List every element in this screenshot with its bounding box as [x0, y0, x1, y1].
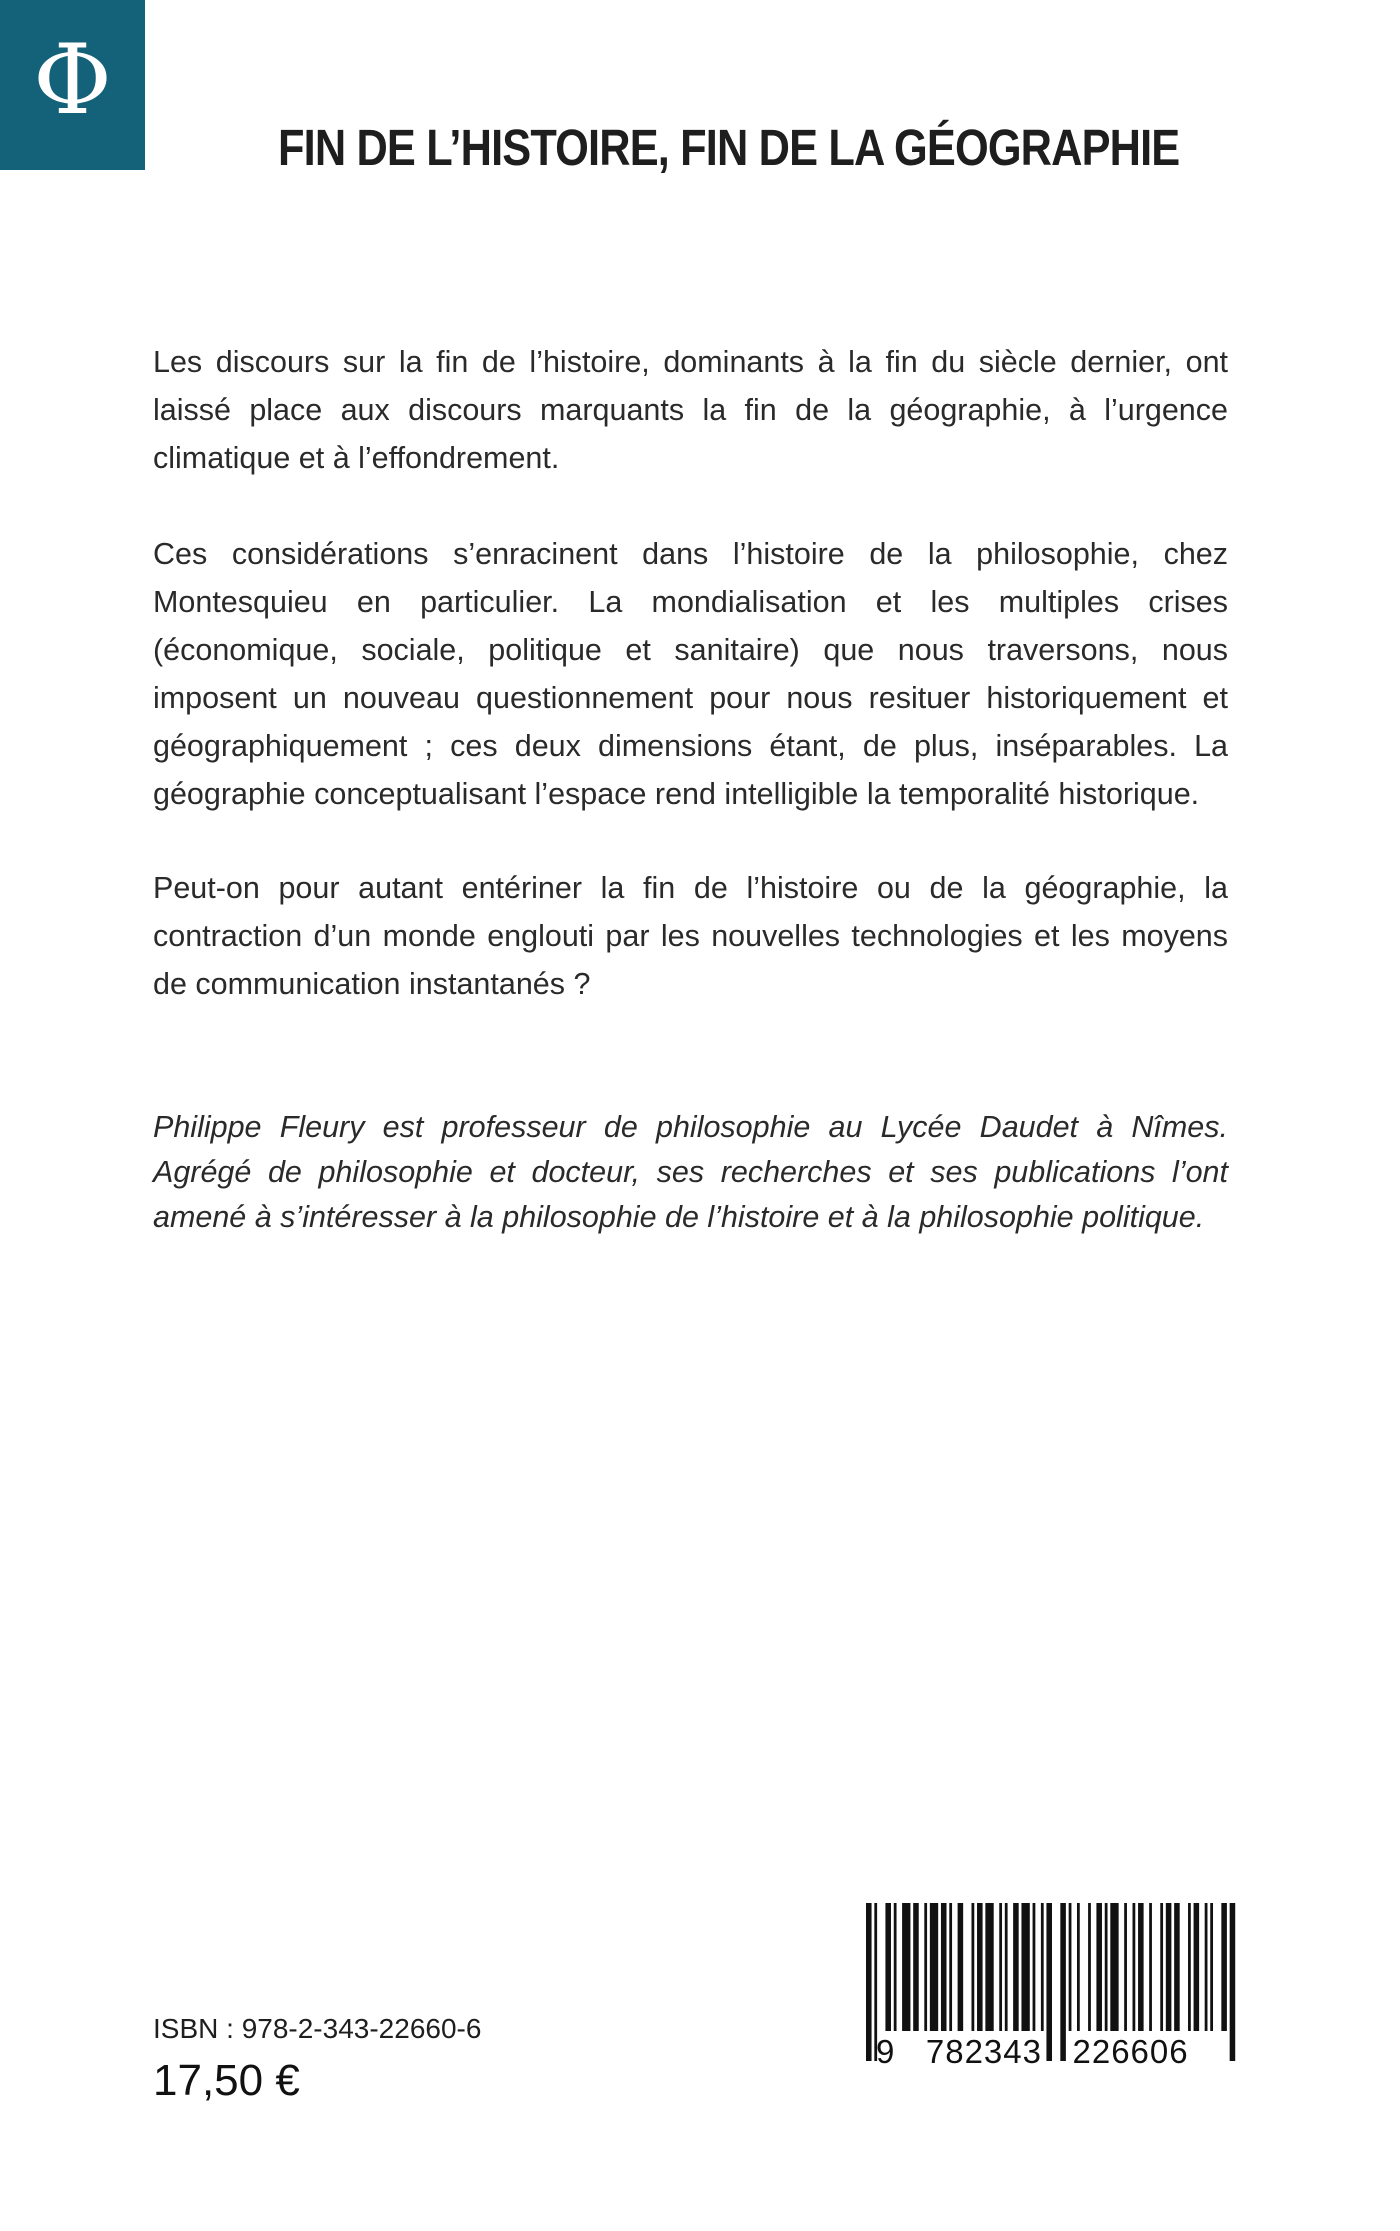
barcode-bar	[930, 1903, 938, 2031]
blurb-paragraph-1: Les discours sur la fin de l’histoire, dominants à la fin du siècle dernier, ont laissé place aux discours marquants la fin de la géographie, à l’urgence climatique et à l’effondrement.	[153, 345, 1228, 475]
barcode-bar	[1077, 1903, 1080, 2031]
barcode-bar	[1013, 1903, 1019, 2031]
barcode-bar	[941, 1903, 947, 2031]
barcode-bar	[1210, 1903, 1213, 2031]
barcode-bar	[977, 1903, 983, 2031]
barcode-bar	[1105, 1903, 1108, 2031]
barcode-bar	[1133, 1903, 1136, 2031]
barcode-bar	[1124, 1903, 1127, 2031]
barcode-bar	[1166, 1903, 1172, 2031]
isbn-number: ISBN : 978-2-343-22660-6	[153, 2013, 482, 2044]
author-name: Philippe Fleury	[153, 1110, 365, 1144]
author-bio-text: est professeur de philosophie au Lycée Daudet à Nîmes. Agrégé de philosophie et docteur, ses recherches et ses publications l’ont amené à s’intéresser à la philosophie de l’histoire et à la philosophie politique.	[153, 1110, 1228, 1234]
blurb-paragraph-2: Ces considérations s’enracinent dans l’histoire de la philosophie, chez Montesquieu en particulier. La mondialisation et les multiples crises (économique, sociale, politique et sanitaire) que nous traversons, nous imposent un nouveau questionnement pour nous resituer historiquement et géographiquement ; ces deux dimensions étant, de plus, inséparables. La géographie conceptualisant l’espace rend intelligible la temporalité historique.	[153, 537, 1228, 811]
barcode-bar	[1069, 1903, 1072, 2031]
barcode-bar	[1088, 1903, 1091, 2031]
author-bio	[153, 1105, 1228, 1240]
barcode-bar	[1096, 1903, 1102, 2031]
barcode-bar	[971, 1903, 974, 2031]
barcode-bar	[1138, 1903, 1144, 2031]
barcode-bar	[1174, 1903, 1180, 2031]
barcode-bar	[1041, 1903, 1044, 2031]
barcode-bar	[958, 1903, 964, 2031]
barcode-bar	[1005, 1903, 1008, 2031]
barcode-bar	[1021, 1903, 1029, 2031]
barcode-bar	[999, 1903, 1002, 2031]
barcode-digits: 9 782343 226606	[876, 2033, 1189, 2070]
barcode-bar	[1194, 1903, 1200, 2031]
price: 17,50 €	[153, 2056, 300, 2105]
barcode-bar	[885, 1903, 891, 2031]
barcode-bar	[1188, 1903, 1191, 2031]
blurb-paragraph-3: Peut-on pour autant entériner la fin de l’histoire ou de la géographie, la contraction d’un monde englouti par les nouvelles technologies et les moyens de communication instantanés ?	[153, 871, 1228, 1001]
barcode-bar	[924, 1903, 927, 2031]
barcode-bar	[1205, 1903, 1208, 2031]
barcode-bar	[949, 1903, 952, 2031]
barcode-bar	[985, 1903, 993, 2031]
book-title: FIN DE L’HISTOIRE, FIN DE LA GÉOGRAPHIE	[278, 119, 1180, 176]
barcode-bar	[866, 1903, 872, 2061]
barcode-bar	[1033, 1903, 1036, 2031]
publisher-logo	[0, 0, 145, 170]
barcode-bar	[1149, 1903, 1152, 2031]
barcode-bar	[902, 1903, 910, 2031]
barcode-bar	[1221, 1903, 1227, 2031]
barcode-bar	[913, 1903, 919, 2031]
barcode-bar	[894, 1903, 897, 2031]
barcode-bar	[1160, 1903, 1163, 2031]
barcode-bar	[1110, 1903, 1118, 2031]
phi-logo-icon: Φ	[33, 24, 112, 136]
